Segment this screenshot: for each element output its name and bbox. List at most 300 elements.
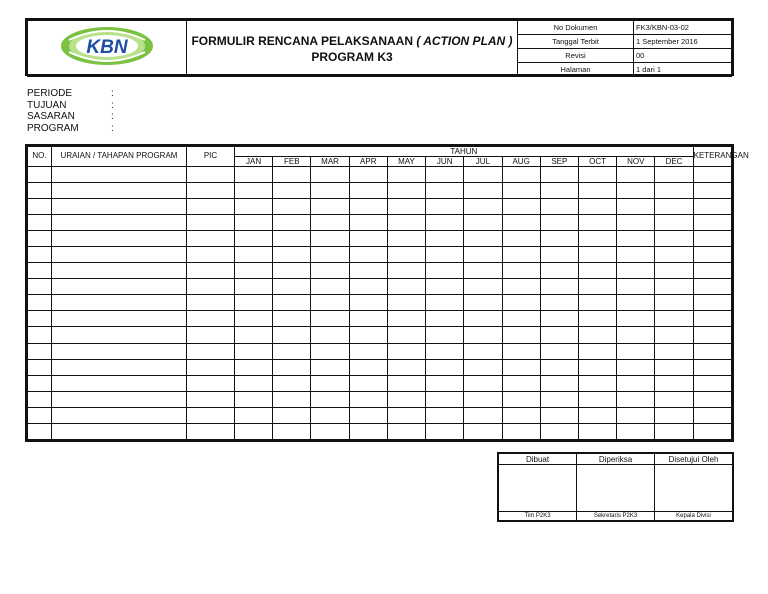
cell-keterangan[interactable]: [693, 199, 731, 215]
cell-keterangan[interactable]: [693, 311, 731, 327]
cell-month-may[interactable]: [387, 183, 425, 199]
cell-program[interactable]: [52, 215, 187, 231]
cell-month-apr[interactable]: [349, 247, 387, 263]
cell-month-feb[interactable]: [273, 183, 311, 199]
cell-month-nov[interactable]: [617, 279, 655, 295]
cell-month-jan[interactable]: [235, 295, 273, 311]
cell-keterangan[interactable]: [693, 375, 731, 391]
cell-month-jan[interactable]: [235, 215, 273, 231]
cell-month-jun[interactable]: [426, 215, 464, 231]
cell-no[interactable]: [28, 423, 52, 439]
cell-month-mar[interactable]: [311, 215, 349, 231]
cell-month-may[interactable]: [387, 423, 425, 439]
cell-month-sep[interactable]: [540, 167, 578, 183]
meta-value-halaman: 1 dari 1: [634, 63, 732, 77]
cell-keterangan[interactable]: [693, 359, 731, 375]
month-header-dec: DEC: [655, 157, 693, 167]
cell-program[interactable]: [52, 199, 187, 215]
cell-no[interactable]: [28, 263, 52, 279]
cell-keterangan[interactable]: [693, 343, 731, 359]
month-header-jul: JUL: [464, 157, 502, 167]
cell-month-sep[interactable]: [540, 375, 578, 391]
cell-month-nov[interactable]: [617, 311, 655, 327]
signature-space-disetujui[interactable]: [655, 465, 733, 512]
cell-month-sep[interactable]: [540, 247, 578, 263]
cell-month-jan[interactable]: [235, 279, 273, 295]
cell-month-dec[interactable]: [655, 167, 693, 183]
cell-keterangan[interactable]: [693, 279, 731, 295]
cell-month-jan[interactable]: [235, 231, 273, 247]
cell-month-mar[interactable]: [311, 311, 349, 327]
cell-no[interactable]: [28, 167, 52, 183]
cell-no[interactable]: [28, 359, 52, 375]
cell-month-jan[interactable]: [235, 407, 273, 423]
cell-month-may[interactable]: [387, 343, 425, 359]
cell-program[interactable]: [52, 167, 187, 183]
cell-month-oct[interactable]: [578, 279, 616, 295]
cell-month-dec[interactable]: [655, 199, 693, 215]
cell-program[interactable]: [52, 343, 187, 359]
info-label: PROGRAM: [27, 123, 79, 135]
cell-month-jun[interactable]: [426, 183, 464, 199]
cell-month-jun[interactable]: [426, 295, 464, 311]
cell-month-mar[interactable]: [311, 359, 349, 375]
cell-pic[interactable]: [187, 391, 235, 407]
signature-header-dibuat: Dibuat: [499, 454, 577, 465]
cell-month-mar[interactable]: [311, 263, 349, 279]
cell-pic[interactable]: [187, 279, 235, 295]
cell-month-oct[interactable]: [578, 247, 616, 263]
cell-month-oct[interactable]: [578, 231, 616, 247]
cell-month-jun[interactable]: [426, 199, 464, 215]
cell-month-aug[interactable]: [502, 423, 540, 439]
cell-month-apr[interactable]: [349, 231, 387, 247]
cell-pic[interactable]: [187, 375, 235, 391]
cell-month-apr[interactable]: [349, 359, 387, 375]
cell-keterangan[interactable]: [693, 407, 731, 423]
cell-month-oct[interactable]: [578, 263, 616, 279]
cell-month-sep[interactable]: [540, 343, 578, 359]
cell-month-jan[interactable]: [235, 359, 273, 375]
meta-value-no-dokumen: FK3/KBN-03-02: [634, 21, 732, 35]
action-plan-table: [27, 146, 749, 440]
cell-month-sep[interactable]: [540, 183, 578, 199]
month-header-sep: SEP: [540, 157, 578, 167]
cell-month-mar[interactable]: [311, 391, 349, 407]
info-separator: :: [111, 99, 114, 111]
cell-month-dec[interactable]: [655, 407, 693, 423]
cell-month-mar[interactable]: [311, 423, 349, 439]
cell-month-aug[interactable]: [502, 375, 540, 391]
cell-month-sep[interactable]: [540, 423, 578, 439]
cell-month-apr[interactable]: [349, 311, 387, 327]
cell-month-may[interactable]: [387, 375, 425, 391]
cell-month-feb[interactable]: [273, 295, 311, 311]
cell-month-may[interactable]: [387, 199, 425, 215]
cell-month-jun[interactable]: [426, 359, 464, 375]
cell-no[interactable]: [28, 247, 52, 263]
cell-month-jan[interactable]: [235, 391, 273, 407]
cell-month-dec[interactable]: [655, 375, 693, 391]
info-label: PERIODE: [27, 88, 73, 99]
cell-month-jun[interactable]: [426, 391, 464, 407]
info-row-program: [27, 123, 114, 135]
cell-month-dec[interactable]: [655, 215, 693, 231]
cell-month-aug[interactable]: [502, 183, 540, 199]
cell-month-jun[interactable]: [426, 231, 464, 247]
cell-month-jul[interactable]: [464, 343, 502, 359]
cell-month-oct[interactable]: [578, 327, 616, 343]
cell-month-feb[interactable]: [273, 199, 311, 215]
cell-month-aug[interactable]: [502, 167, 540, 183]
table-row: [28, 407, 732, 423]
cell-month-dec[interactable]: [655, 359, 693, 375]
cell-month-jan[interactable]: [235, 311, 273, 327]
cell-no[interactable]: [28, 327, 52, 343]
cell-pic[interactable]: [187, 199, 235, 215]
cell-pic[interactable]: [187, 343, 235, 359]
cell-month-feb[interactable]: [273, 263, 311, 279]
cell-no[interactable]: [28, 199, 52, 215]
cell-month-apr[interactable]: [349, 327, 387, 343]
cell-month-mar[interactable]: [311, 199, 349, 215]
cell-month-nov[interactable]: [617, 247, 655, 263]
cell-month-mar[interactable]: [311, 279, 349, 295]
cell-month-sep[interactable]: [540, 279, 578, 295]
table-row: [28, 295, 732, 311]
cell-keterangan[interactable]: [693, 263, 731, 279]
cell-pic[interactable]: [187, 183, 235, 199]
cell-month-jul[interactable]: [464, 359, 502, 375]
cell-month-feb[interactable]: [273, 247, 311, 263]
cell-month-mar[interactable]: [311, 327, 349, 343]
cell-month-mar[interactable]: [311, 295, 349, 311]
cell-month-sep[interactable]: [540, 359, 578, 375]
cell-month-may[interactable]: [387, 359, 425, 375]
cell-month-apr[interactable]: [349, 199, 387, 215]
title-line2: PROGRAM K3: [311, 49, 393, 64]
meta-label-revisi: Revisi: [518, 49, 634, 63]
cell-month-jul[interactable]: [464, 167, 502, 183]
cell-month-may[interactable]: [387, 311, 425, 327]
cell-month-apr[interactable]: [349, 279, 387, 295]
cell-month-nov[interactable]: [617, 423, 655, 439]
cell-month-apr[interactable]: [349, 263, 387, 279]
cell-month-dec[interactable]: [655, 263, 693, 279]
cell-pic[interactable]: [187, 407, 235, 423]
cell-program[interactable]: [52, 231, 187, 247]
cell-month-dec[interactable]: [655, 423, 693, 439]
cell-month-jul[interactable]: [464, 263, 502, 279]
cell-month-nov[interactable]: [617, 375, 655, 391]
cell-month-jun[interactable]: [426, 167, 464, 183]
cell-month-jun[interactable]: [426, 343, 464, 359]
cell-month-mar[interactable]: [311, 183, 349, 199]
cell-month-jan[interactable]: [235, 343, 273, 359]
cell-month-oct[interactable]: [578, 423, 616, 439]
cell-month-feb[interactable]: [273, 167, 311, 183]
cell-no[interactable]: [28, 391, 52, 407]
cell-month-jan[interactable]: [235, 327, 273, 343]
cell-keterangan[interactable]: [693, 247, 731, 263]
cell-month-apr[interactable]: [349, 183, 387, 199]
cell-pic[interactable]: [187, 215, 235, 231]
cell-month-apr[interactable]: [349, 167, 387, 183]
cell-month-jun[interactable]: [426, 327, 464, 343]
cell-month-apr[interactable]: [349, 343, 387, 359]
cell-month-aug[interactable]: [502, 391, 540, 407]
cell-month-feb[interactable]: [273, 231, 311, 247]
cell-program[interactable]: [52, 375, 187, 391]
cell-month-aug[interactable]: [502, 359, 540, 375]
form-title: [187, 21, 518, 77]
cell-month-aug[interactable]: [502, 295, 540, 311]
cell-month-feb[interactable]: [273, 407, 311, 423]
cell-month-oct[interactable]: [578, 215, 616, 231]
cell-month-oct[interactable]: [578, 183, 616, 199]
cell-month-jul[interactable]: [464, 215, 502, 231]
cell-keterangan[interactable]: [693, 327, 731, 343]
cell-no[interactable]: [28, 343, 52, 359]
cell-keterangan[interactable]: [693, 295, 731, 311]
cell-pic[interactable]: [187, 359, 235, 375]
cell-month-feb[interactable]: [273, 327, 311, 343]
cell-month-jun[interactable]: [426, 279, 464, 295]
cell-program[interactable]: [52, 279, 187, 295]
cell-month-dec[interactable]: [655, 295, 693, 311]
cell-month-nov[interactable]: [617, 167, 655, 183]
cell-month-jul[interactable]: [464, 247, 502, 263]
cell-month-may[interactable]: [387, 167, 425, 183]
cell-month-nov[interactable]: [617, 199, 655, 215]
cell-month-dec[interactable]: [655, 391, 693, 407]
cell-no[interactable]: [28, 279, 52, 295]
cell-keterangan[interactable]: [693, 231, 731, 247]
cell-month-jul[interactable]: [464, 327, 502, 343]
table-row: [28, 183, 732, 199]
cell-program[interactable]: [52, 359, 187, 375]
document-header: [25, 18, 734, 76]
cell-month-jun[interactable]: [426, 311, 464, 327]
cell-no[interactable]: [28, 183, 52, 199]
cell-month-jan[interactable]: [235, 199, 273, 215]
cell-month-aug[interactable]: [502, 327, 540, 343]
cell-keterangan[interactable]: [693, 167, 731, 183]
cell-month-sep[interactable]: [540, 295, 578, 311]
cell-pic[interactable]: [187, 263, 235, 279]
title-line1: FORMULIR RENCANA PELAKSANAAN: [191, 33, 413, 48]
cell-month-jan[interactable]: [235, 167, 273, 183]
cell-month-apr[interactable]: [349, 391, 387, 407]
table-row: [28, 375, 732, 391]
cell-month-may[interactable]: [387, 327, 425, 343]
cell-month-jul[interactable]: [464, 407, 502, 423]
cell-month-sep[interactable]: [540, 199, 578, 215]
signature-space-diperiksa[interactable]: [577, 465, 655, 512]
cell-month-jul[interactable]: [464, 231, 502, 247]
cell-month-apr[interactable]: [349, 375, 387, 391]
cell-month-may[interactable]: [387, 391, 425, 407]
cell-no[interactable]: [28, 311, 52, 327]
cell-month-jul[interactable]: [464, 311, 502, 327]
cell-month-sep[interactable]: [540, 231, 578, 247]
cell-no[interactable]: [28, 375, 52, 391]
cell-pic[interactable]: [187, 311, 235, 327]
cell-month-mar[interactable]: [311, 375, 349, 391]
cell-month-jul[interactable]: [464, 295, 502, 311]
cell-month-aug[interactable]: [502, 231, 540, 247]
cell-month-oct[interactable]: [578, 167, 616, 183]
cell-month-aug[interactable]: [502, 215, 540, 231]
cell-month-jan[interactable]: [235, 183, 273, 199]
cell-month-apr[interactable]: [349, 423, 387, 439]
cell-month-may[interactable]: [387, 407, 425, 423]
cell-month-mar[interactable]: [311, 167, 349, 183]
cell-month-nov[interactable]: [617, 183, 655, 199]
cell-month-nov[interactable]: [617, 359, 655, 375]
cell-month-sep[interactable]: [540, 407, 578, 423]
cell-no[interactable]: [28, 231, 52, 247]
cell-keterangan[interactable]: [693, 183, 731, 199]
cell-program[interactable]: [52, 407, 187, 423]
cell-program[interactable]: [52, 423, 187, 439]
cell-month-jan[interactable]: [235, 263, 273, 279]
cell-month-feb[interactable]: [273, 279, 311, 295]
cell-month-jun[interactable]: [426, 423, 464, 439]
cell-program[interactable]: [52, 295, 187, 311]
cell-pic[interactable]: [187, 423, 235, 439]
cell-month-jan[interactable]: [235, 375, 273, 391]
cell-month-jan[interactable]: [235, 423, 273, 439]
cell-month-sep[interactable]: [540, 327, 578, 343]
cell-month-jul[interactable]: [464, 183, 502, 199]
cell-month-dec[interactable]: [655, 279, 693, 295]
cell-month-feb[interactable]: [273, 311, 311, 327]
cell-keterangan[interactable]: [693, 423, 731, 439]
cell-month-dec[interactable]: [655, 343, 693, 359]
cell-program[interactable]: [52, 391, 187, 407]
cell-month-aug[interactable]: [502, 263, 540, 279]
cell-month-oct[interactable]: [578, 359, 616, 375]
table-row: [28, 327, 732, 343]
cell-month-oct[interactable]: [578, 391, 616, 407]
cell-month-dec[interactable]: [655, 327, 693, 343]
cell-program[interactable]: [52, 183, 187, 199]
cell-month-mar[interactable]: [311, 343, 349, 359]
cell-program[interactable]: [52, 247, 187, 263]
cell-month-sep[interactable]: [540, 311, 578, 327]
cell-month-jul[interactable]: [464, 279, 502, 295]
cell-month-jul[interactable]: [464, 375, 502, 391]
cell-month-feb[interactable]: [273, 343, 311, 359]
cell-month-may[interactable]: [387, 263, 425, 279]
signature-space-dibuat[interactable]: [499, 465, 577, 512]
cell-program[interactable]: [52, 263, 187, 279]
cell-month-may[interactable]: [387, 295, 425, 311]
cell-month-jun[interactable]: [426, 247, 464, 263]
cell-month-dec[interactable]: [655, 183, 693, 199]
cell-month-mar[interactable]: [311, 231, 349, 247]
meta-value-tanggal-terbit: 1 September 2016: [634, 35, 732, 49]
cell-month-nov[interactable]: [617, 215, 655, 231]
cell-month-oct[interactable]: [578, 199, 616, 215]
cell-month-aug[interactable]: [502, 311, 540, 327]
cell-month-may[interactable]: [387, 247, 425, 263]
cell-month-oct[interactable]: [578, 311, 616, 327]
cell-month-feb[interactable]: [273, 359, 311, 375]
cell-month-oct[interactable]: [578, 295, 616, 311]
cell-month-jun[interactable]: [426, 375, 464, 391]
cell-month-nov[interactable]: [617, 263, 655, 279]
cell-month-sep[interactable]: [540, 215, 578, 231]
cell-program[interactable]: [52, 327, 187, 343]
cell-program[interactable]: [52, 311, 187, 327]
cell-month-feb[interactable]: [273, 215, 311, 231]
cell-month-jan[interactable]: [235, 247, 273, 263]
cell-keterangan[interactable]: [693, 391, 731, 407]
cell-month-oct[interactable]: [578, 343, 616, 359]
cell-month-jun[interactable]: [426, 407, 464, 423]
cell-month-aug[interactable]: [502, 343, 540, 359]
cell-keterangan[interactable]: [693, 215, 731, 231]
cell-no[interactable]: [28, 215, 52, 231]
cell-month-aug[interactable]: [502, 279, 540, 295]
info-label: TUJUAN: [27, 99, 67, 111]
cell-pic[interactable]: [187, 327, 235, 343]
cell-month-oct[interactable]: [578, 407, 616, 423]
cell-month-nov[interactable]: [617, 231, 655, 247]
cell-month-dec[interactable]: [655, 311, 693, 327]
cell-pic[interactable]: [187, 295, 235, 311]
cell-month-nov[interactable]: [617, 295, 655, 311]
cell-month-jul[interactable]: [464, 391, 502, 407]
cell-month-nov[interactable]: [617, 391, 655, 407]
cell-month-may[interactable]: [387, 215, 425, 231]
cell-month-sep[interactable]: [540, 391, 578, 407]
cell-pic[interactable]: [187, 167, 235, 183]
month-header-nov: NOV: [617, 157, 655, 167]
cell-month-nov[interactable]: [617, 343, 655, 359]
cell-month-apr[interactable]: [349, 295, 387, 311]
cell-month-mar[interactable]: [311, 407, 349, 423]
cell-month-apr[interactable]: [349, 407, 387, 423]
cell-month-aug[interactable]: [502, 199, 540, 215]
cell-month-feb[interactable]: [273, 375, 311, 391]
cell-month-nov[interactable]: [617, 327, 655, 343]
cell-month-feb[interactable]: [273, 391, 311, 407]
cell-month-may[interactable]: [387, 279, 425, 295]
cell-month-jul[interactable]: [464, 199, 502, 215]
cell-no[interactable]: [28, 295, 52, 311]
cell-month-dec[interactable]: [655, 231, 693, 247]
cell-month-may[interactable]: [387, 231, 425, 247]
cell-month-nov[interactable]: [617, 407, 655, 423]
cell-month-aug[interactable]: [502, 407, 540, 423]
cell-month-feb[interactable]: [273, 423, 311, 439]
cell-month-dec[interactable]: [655, 247, 693, 263]
cell-no[interactable]: [28, 407, 52, 423]
cell-month-mar[interactable]: [311, 247, 349, 263]
cell-month-aug[interactable]: [502, 247, 540, 263]
cell-month-jun[interactable]: [426, 263, 464, 279]
cell-month-jul[interactable]: [464, 423, 502, 439]
cell-pic[interactable]: [187, 247, 235, 263]
cell-pic[interactable]: [187, 231, 235, 247]
cell-month-oct[interactable]: [578, 375, 616, 391]
logo-text: KBN: [86, 37, 128, 58]
cell-month-sep[interactable]: [540, 263, 578, 279]
cell-month-apr[interactable]: [349, 215, 387, 231]
